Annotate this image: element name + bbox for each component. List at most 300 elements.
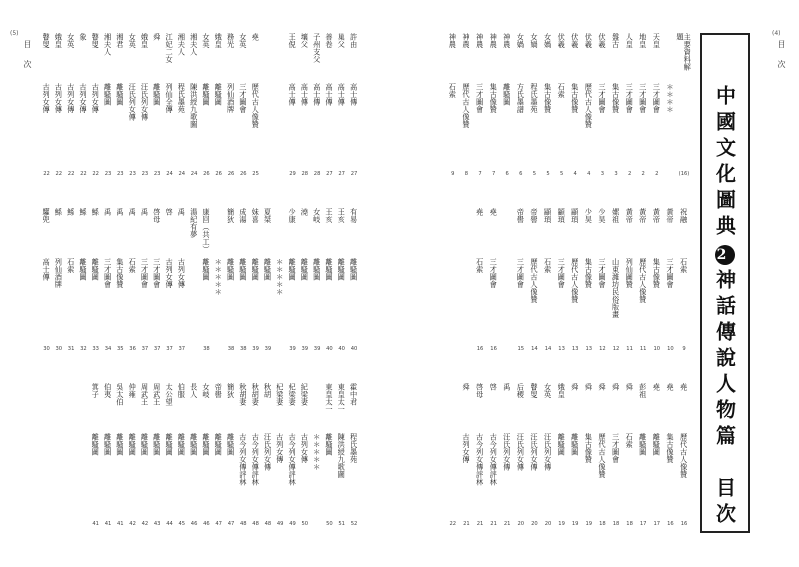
entry-page-number: 23 — [141, 171, 149, 177]
entry-page-number: 9 — [682, 346, 686, 352]
entry-source: 離騷圖 — [91, 433, 101, 456]
entry-name: 帝嚳 — [214, 383, 224, 398]
entry-source: 集古像贊 — [665, 433, 675, 463]
entry-name: 人皇 — [625, 33, 635, 48]
toc-entry — [53, 33, 65, 177]
entry-name: 堯 — [251, 33, 261, 41]
toc-entry — [250, 33, 262, 177]
toc-entry — [139, 33, 151, 177]
entry-source: 離騷圖 — [288, 258, 298, 281]
entry-source: 離騷圖 — [557, 433, 567, 456]
entry-page-number: 26 — [203, 171, 210, 177]
entry-source: 石索 — [557, 83, 567, 98]
entry-page-number: 16 — [490, 346, 497, 352]
toc-entry — [188, 208, 200, 252]
entry-page-number: 16 — [667, 521, 674, 527]
entry-source: 陳洪綬九歌圖 — [337, 433, 347, 478]
entry-name: 神農 — [461, 33, 471, 48]
entry-page-number: 51 — [338, 521, 345, 527]
entry-name: 女媧 — [516, 33, 526, 48]
toc-entry — [250, 208, 262, 352]
entry-name: 女英 — [543, 383, 553, 398]
entry-source: 離騷圖 — [226, 433, 236, 456]
entry-name: 湘夫人 — [177, 33, 187, 56]
entry-name: 女英 — [66, 33, 76, 48]
entry-name: 女英 — [128, 33, 138, 48]
toc-entry — [637, 208, 649, 352]
toc-entry — [299, 208, 311, 352]
entry-name: 舜 — [152, 33, 162, 41]
entry-name: 子州支父 — [312, 33, 322, 63]
entry-page-number: 35 — [116, 346, 124, 352]
entry-name: 周武王 — [140, 383, 150, 406]
entry-source: 山東濰坊民俗版畫 — [611, 258, 621, 318]
entry-page-number: 2 — [627, 171, 632, 177]
entry-source: 古今列女傳評林 — [475, 433, 485, 486]
entry-name: 女岐 — [312, 208, 322, 223]
toc-entry — [176, 208, 188, 352]
entry-source: 高士傳 — [337, 83, 347, 106]
entry-name: 湘君 — [115, 33, 125, 48]
entry-page-number: 47 — [227, 521, 235, 527]
entry-source: 離騷圖 — [349, 258, 359, 281]
entry-source: 石索 — [66, 258, 76, 273]
entry-page-number: 18 — [626, 521, 633, 527]
entry-source: 石索 — [128, 258, 138, 273]
entry-name: 東皇太一 — [337, 383, 347, 413]
entry-page-number: 11 — [639, 346, 647, 352]
entry-name: 娥皇 — [140, 33, 150, 48]
toc-entry — [299, 33, 311, 177]
toc-entry — [151, 208, 163, 352]
entry-name: 禹 — [140, 208, 150, 216]
entry-page-number: 40 — [326, 346, 333, 352]
entry-source: 石索 — [679, 258, 689, 273]
entry-source: 歷代古人像贊 — [597, 433, 607, 478]
entry-page-number: 22 — [67, 171, 75, 177]
toc-entry — [287, 33, 299, 177]
entry-source: 高士傳 — [324, 83, 334, 106]
entry-page-number: 5 — [559, 171, 564, 177]
toc-entry — [237, 383, 249, 527]
entry-name: 善卷 — [324, 33, 334, 48]
entry-page-number: 26 — [215, 171, 222, 177]
entry-page-number: 16 — [476, 346, 484, 352]
entry-page-number: 2 — [655, 171, 659, 177]
entry-name: 神農 — [502, 33, 512, 48]
entry-source: 離騷圖 — [251, 258, 261, 281]
entry-name: 王亥 — [337, 208, 347, 223]
entry-page-number: 10 — [667, 346, 674, 352]
entry-page-number: 33 — [92, 346, 99, 352]
entry-page-number: 23 — [129, 171, 136, 177]
entry-name: 啓 — [165, 208, 175, 216]
entry-name: 舜 — [597, 383, 607, 391]
toc-entry — [311, 383, 323, 471]
entry-page-number: 48 — [239, 521, 247, 527]
entry-page-number: 30 — [55, 346, 63, 352]
entry-name: 許由 — [349, 33, 359, 48]
toc-entry — [287, 208, 299, 352]
entry-source: 三才圖會 — [638, 83, 648, 113]
entry-source: 離騷圖 — [189, 433, 199, 456]
entry-source: 三才圖會 — [597, 258, 607, 288]
toc-entry — [501, 208, 513, 252]
entry-page-number: 46 — [203, 521, 210, 527]
toc-entry — [678, 208, 690, 352]
entry-name: 瞽叟 — [91, 33, 101, 48]
toc-entry — [200, 208, 212, 352]
entry-source: 集古像贊 — [611, 83, 621, 113]
toc-entry — [176, 383, 188, 527]
entry-source: 集古像贊 — [489, 83, 499, 113]
entry-source: 陳洪綬九歌圖 — [189, 83, 199, 128]
left-page-header: 目 次 — [23, 40, 32, 70]
entry-page-number: 9 — [451, 171, 455, 177]
entry-name: 啓母 — [475, 383, 485, 398]
toc-entry — [65, 208, 77, 352]
toc-entry — [274, 208, 286, 296]
toc-entry — [583, 383, 595, 527]
entry-name: 帝嚳 — [516, 208, 526, 223]
toc-entry — [596, 208, 608, 352]
entry-page-number: 21 — [463, 521, 470, 527]
toc-entry — [664, 208, 676, 352]
entry-name: 成湯 — [238, 208, 248, 223]
entry-page-number: 36 — [129, 346, 136, 352]
entry-page-number: 24 — [178, 171, 186, 177]
entry-source: 汪氏列女傳 — [128, 83, 138, 121]
toc-entry — [596, 33, 608, 177]
entry-source: 三才圖會 — [652, 83, 662, 113]
entry-page-number: 43 — [153, 521, 161, 527]
toc-entry — [127, 383, 139, 527]
toc-entry — [213, 383, 225, 527]
entry-source: 離騷圖 — [91, 258, 101, 281]
entry-page-number: 22 — [80, 171, 87, 177]
entry-source: 汪氏列女傳 — [543, 433, 553, 471]
toc-entry — [176, 33, 188, 177]
entry-page-number: 28 — [313, 171, 321, 177]
entry-page-number: 5 — [532, 171, 537, 177]
entry-source: 離騷圖 — [177, 433, 187, 456]
entry-page-number: 32 — [80, 346, 87, 352]
entry-page-number: 3 — [600, 171, 605, 177]
entry-name: 舜 — [584, 383, 594, 391]
entry-source: 集古像贊 — [584, 433, 594, 463]
entry-source: 古今列女傳評林 — [251, 433, 261, 486]
entry-source: 列仙圖贊 — [625, 258, 635, 288]
toc-entry — [474, 33, 486, 177]
entry-name: 鯀 — [78, 208, 88, 216]
toc-entry — [664, 383, 676, 527]
entry-source: 汪氏列女傳 — [263, 433, 273, 471]
entry-source: 高士傳 — [312, 83, 322, 106]
toc-entry — [515, 383, 527, 527]
right-page-header: 目 次 — [777, 40, 786, 70]
toc-entry — [488, 33, 500, 177]
toc-entry — [114, 33, 126, 177]
entry-page-number: 12 — [612, 346, 620, 352]
toc-entry — [90, 208, 102, 352]
toc-entry — [164, 383, 176, 527]
entry-page-number: 45 — [178, 521, 186, 527]
entry-page-number: 23 — [153, 171, 161, 177]
entry-page-number: 34 — [104, 346, 112, 352]
entry-source: 三才圖會 — [597, 83, 607, 113]
entry-name: 帝嚳 — [529, 208, 539, 223]
entry-page-number: 37 — [153, 346, 161, 352]
entry-name: 堯 — [679, 383, 689, 391]
entry-name: 黃帝 — [652, 208, 662, 223]
entry-page-number: 39 — [313, 346, 321, 352]
entry-name: 伏羲 — [584, 33, 594, 48]
entry-page-number: 50 — [301, 521, 309, 527]
entry-source: 離騷圖 — [652, 433, 662, 456]
toc-entry — [488, 208, 500, 352]
volume-title — [711, 85, 740, 531]
entry-source: 石索 — [448, 83, 458, 98]
entry-page-number: 19 — [558, 521, 565, 527]
entry-name: 黃帝 — [665, 208, 675, 223]
toc-entry — [139, 383, 151, 527]
entry-name: 吳太伯 — [115, 383, 125, 406]
entry-source: 離騷圖 — [115, 433, 125, 456]
entry-source: 三才圖會 — [152, 258, 162, 288]
entry-name: 鯀 — [54, 208, 64, 216]
entry-source: ＊＊＊＊＊ — [214, 258, 224, 296]
entry-page-number: 21 — [490, 521, 497, 527]
toc-entry — [583, 208, 595, 352]
toc-entry — [678, 383, 690, 527]
entry-name: 盤古 — [611, 33, 621, 48]
entry-source: 三才圖會 — [516, 258, 526, 288]
entry-page-number: 50 — [326, 521, 333, 527]
toc-entry — [651, 33, 663, 177]
toc-entry — [610, 33, 622, 177]
entry-page-number: 22 — [92, 171, 99, 177]
entry-name: 神農 — [475, 33, 485, 48]
entry-page-number: 10 — [653, 346, 661, 352]
entry-source: 離騷圖 — [324, 433, 334, 456]
entry-page-number: 26 — [227, 171, 235, 177]
toc-entry — [213, 33, 225, 177]
entry-source: 古列女傳 — [300, 433, 310, 463]
entry-source: 古今列女傳評林 — [489, 433, 499, 486]
entry-name: 瞽叟 — [42, 33, 52, 48]
toc-entry — [569, 383, 581, 527]
entry-source: ＊＊＊＊＊ — [312, 433, 322, 471]
entry-name: 鯀 — [91, 208, 101, 216]
entry-name: 女媧 — [529, 33, 539, 48]
entry-name: 禹 — [128, 208, 138, 216]
entry-name: 仲雍 — [128, 383, 138, 398]
entry-page-number: 40 — [350, 346, 358, 352]
entry-source: 離騷圖 — [214, 433, 224, 456]
entry-page-number: 39 — [264, 346, 272, 352]
entry-page-number: 47 — [215, 521, 222, 527]
entry-source: 三才圖會 — [238, 83, 248, 113]
toc-entry — [610, 208, 622, 352]
entry-name: 湘夫人 — [103, 33, 113, 56]
entry-source: 集古像贊 — [570, 83, 580, 113]
toc-entry — [676, 33, 693, 177]
toc-entry — [287, 383, 299, 527]
entry-page-number: 4 — [587, 171, 591, 177]
entry-page-number: 7 — [491, 171, 496, 177]
entry-page-number: 49 — [289, 521, 296, 527]
entry-source: 離騷圖 — [337, 258, 347, 281]
entry-page-number: 24 — [166, 171, 173, 177]
entry-source: 離騷圖 — [226, 258, 236, 281]
entry-name: 禹 — [115, 208, 125, 216]
entry-source: 石索 — [475, 258, 485, 273]
entry-page-number: 38 — [239, 346, 247, 352]
toc-entry — [188, 383, 200, 527]
right-page-toc — [440, 33, 693, 533]
volume-number-badge: 2 — [715, 245, 735, 265]
toc-entry — [637, 33, 649, 177]
entry-name: 娥皇 — [557, 383, 567, 398]
entry-page-number: 14 — [531, 346, 538, 352]
entry-source: 高士傳 — [42, 258, 52, 281]
toc-entry — [127, 208, 139, 352]
toc-entry — [250, 383, 262, 527]
entry-page-number: 17 — [653, 521, 661, 527]
entry-source: 離騷圖 — [312, 258, 322, 281]
entry-name: 女岐 — [201, 383, 211, 398]
entry-source: 離騷圖 — [214, 83, 224, 106]
entry-page-number: 42 — [129, 521, 136, 527]
entry-page-number: 7 — [478, 171, 482, 177]
entry-name: 堯 — [475, 208, 485, 216]
entry-page-number: 39 — [252, 346, 259, 352]
toc-entry — [610, 383, 622, 527]
toc-entry — [596, 383, 608, 527]
entry-source: 歷代古人像贊 — [584, 83, 594, 128]
entry-source: 集古像贊 — [584, 258, 594, 288]
entry-source: 石索 — [543, 258, 553, 273]
toc-entry — [528, 208, 540, 352]
entry-source: 離騷圖 — [570, 433, 580, 456]
entry-source: 三才圖會 — [665, 258, 675, 288]
entry-source: 列仙全傳 — [165, 83, 175, 113]
entry-name: 天皇 — [652, 33, 662, 48]
toc-entry — [348, 33, 360, 177]
toc-entry — [569, 33, 581, 177]
entry-page-number: 5 — [546, 171, 550, 177]
entry-name: 主要資料解題 — [676, 33, 693, 71]
entry-source: 三才圖會 — [557, 258, 567, 288]
entry-page-number: 41 — [104, 521, 112, 527]
toc-entry — [65, 33, 77, 177]
entry-page-number: 16 — [680, 521, 688, 527]
entry-page-number: 38 — [203, 346, 210, 352]
entry-name: 黃帝 — [638, 208, 648, 223]
toc-entry — [102, 383, 114, 527]
entry-source: 三才圖會 — [625, 83, 635, 113]
entry-page-number: 30 — [43, 346, 50, 352]
entry-name: 簡狄 — [226, 383, 236, 398]
entry-source: 離騷圖 — [638, 433, 648, 456]
entry-page-number: 46 — [190, 521, 198, 527]
toc-entry — [460, 383, 472, 527]
entry-page-number: 39 — [301, 346, 309, 352]
entry-source: 三才圖會 — [475, 83, 485, 113]
toc-entry — [348, 208, 360, 352]
entry-source: 歷代古人像贊 — [529, 258, 539, 303]
toc-entry — [102, 33, 114, 177]
entry-name: 伯夷 — [103, 383, 113, 398]
entry-source: 歷代古人像贊 — [251, 83, 261, 128]
title-sub: 神話傳說人物篇 目次 — [712, 269, 737, 529]
entry-source: ＊＊＊＊ — [665, 83, 675, 113]
entry-source: 集古像贊 — [115, 258, 125, 288]
entry-page-number: 48 — [264, 521, 272, 527]
entry-page-number: 6 — [505, 171, 509, 177]
entry-source: 離騷圖 — [78, 258, 88, 281]
entry-name: 伏羲 — [597, 33, 607, 48]
entry-page-number: 23 — [116, 171, 124, 177]
entry-source: 古列女傳 — [177, 258, 187, 288]
toc-entry — [323, 33, 335, 177]
toc-band — [40, 208, 360, 358]
entry-page-number: 8 — [464, 171, 469, 177]
entry-page-number: 37 — [178, 346, 186, 352]
entry-name: 鯀 — [66, 208, 76, 216]
entry-name: 女英 — [238, 33, 248, 48]
entry-name: 彭祖 — [638, 383, 648, 398]
entry-source: 離騷圖 — [103, 433, 113, 456]
toc-entry — [556, 383, 568, 527]
entry-page-number: 24 — [190, 171, 198, 177]
entry-source: 歷代古人像贊 — [679, 433, 689, 478]
toc-entry — [237, 33, 249, 177]
entry-name: 娥皇 — [214, 33, 224, 48]
toc-entry — [556, 208, 568, 352]
entry-page-number: 31 — [67, 346, 75, 352]
toc-entry — [528, 33, 540, 177]
entry-page-number: 18 — [599, 521, 606, 527]
entry-name: 杞梁妻 — [288, 383, 298, 406]
entry-name: 啓 — [489, 383, 499, 391]
entry-source: 三才圖會 — [140, 258, 150, 288]
toc-entry — [624, 33, 636, 177]
entry-source: 離騷圖 — [165, 433, 175, 456]
toc-band — [40, 33, 360, 183]
entry-source: 離騷圖 — [263, 258, 273, 281]
volume-title-box — [700, 33, 750, 533]
entry-source: 歷代古人像贊 — [461, 83, 471, 128]
entry-name: 壤父 — [300, 33, 310, 48]
toc-entry — [542, 33, 554, 177]
toc-entry — [348, 383, 360, 527]
entry-name: 箕子 — [91, 383, 101, 398]
toc-entry — [311, 33, 323, 177]
toc-entry — [41, 208, 53, 352]
entry-source: 汪氏列女傳 — [516, 433, 526, 471]
entry-name: 堯 — [652, 383, 662, 391]
entry-page-number: 22 — [55, 171, 63, 177]
toc-entry — [311, 208, 323, 352]
toc-entry — [624, 383, 636, 527]
entry-page-number: 52 — [350, 521, 358, 527]
entry-source: 方氏墨譜 — [516, 83, 526, 113]
toc-entry — [542, 208, 554, 352]
toc-entry — [651, 383, 663, 527]
entry-source: 離騷圖 — [103, 83, 113, 106]
entry-name: 務光 — [226, 33, 236, 48]
